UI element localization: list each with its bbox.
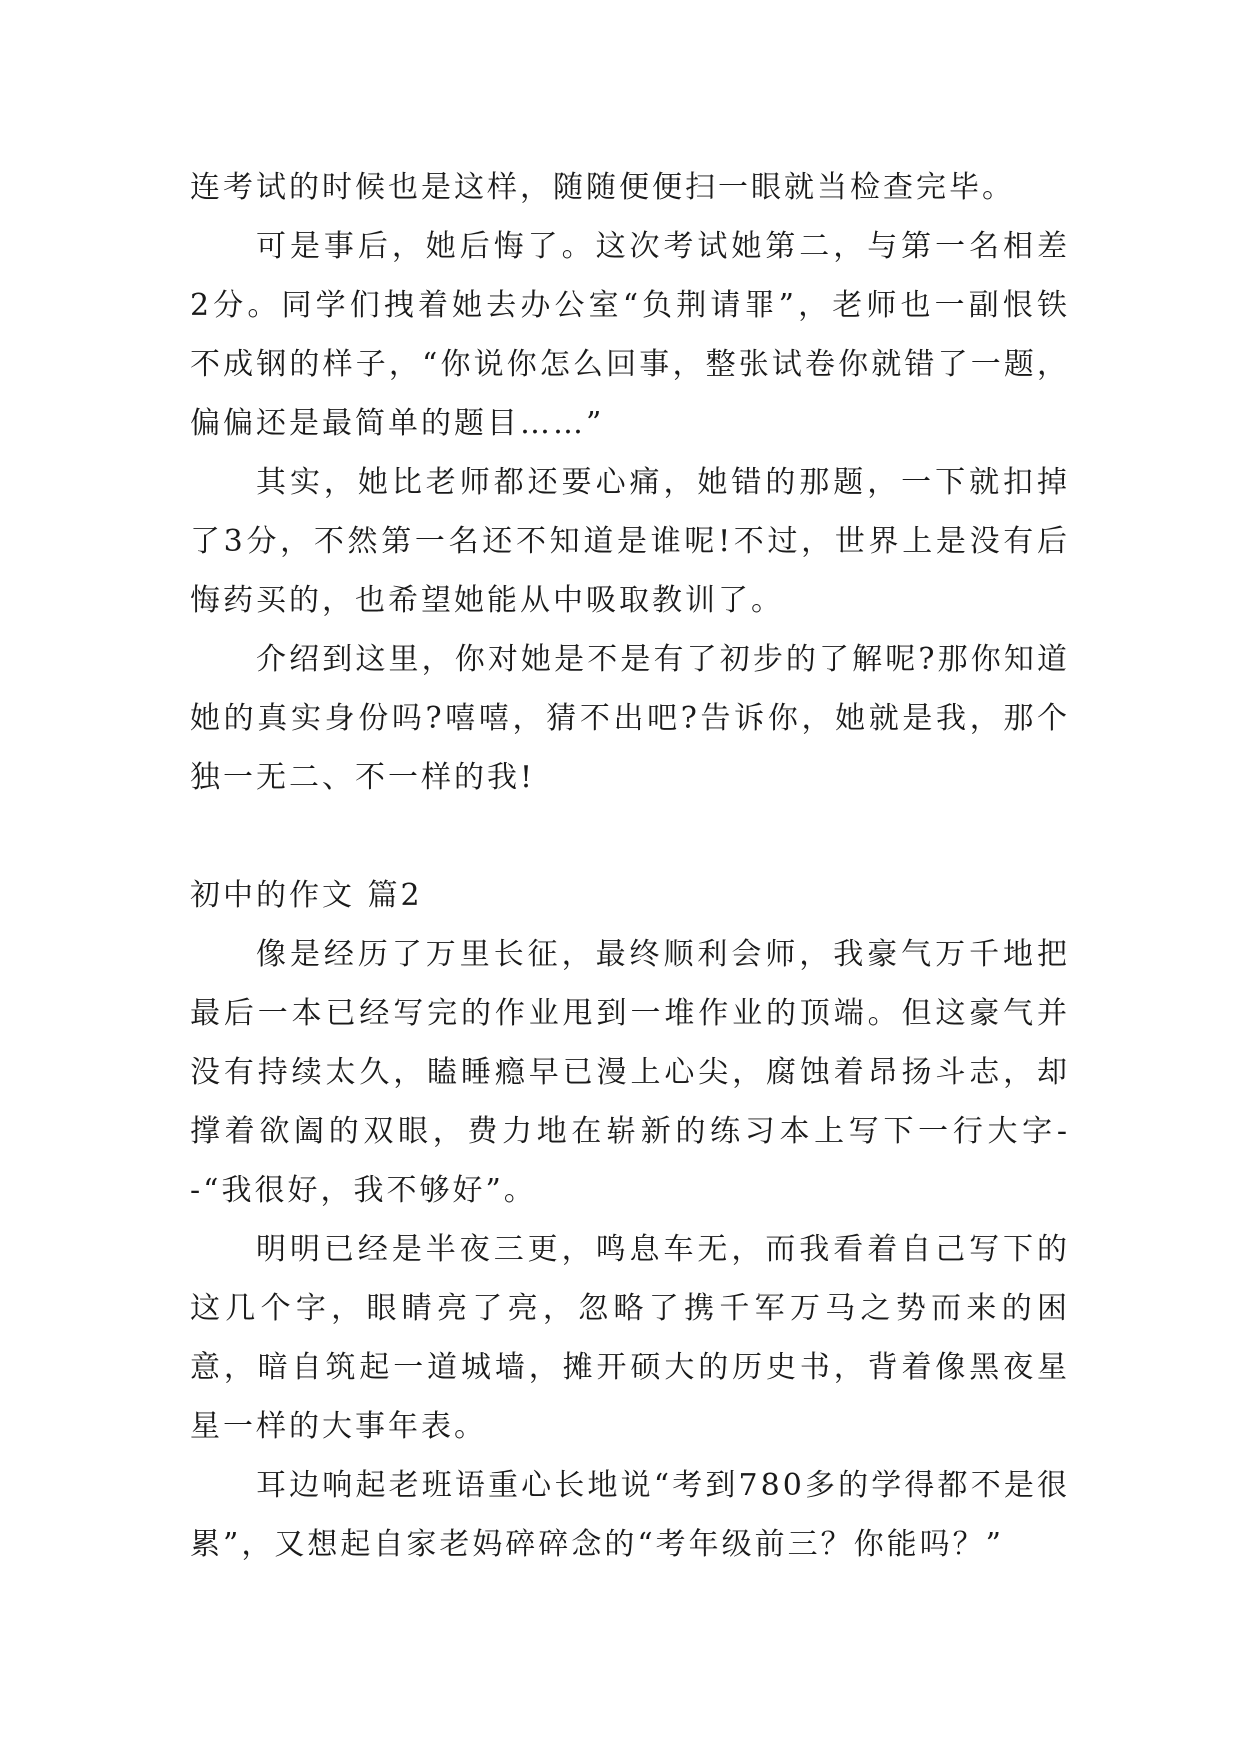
- paragraph: 像是经历了万里长征，最终顺利会师，我豪气万千地把最后一本已经写完的作业甩到一堆作业的顶端。但这豪气并没有持续太久，瞌睡瘾早已漫上心尖，腐蚀着昂扬斗志，却撑着欲阖的双眼，费力地在崭新的练习本上写下一行大字--“我很好，我不够好”。: [190, 937, 1070, 1208]
- paragraph: 连考试的时候也是这样，随随便便扫一眼就当检查完毕。: [190, 170, 1015, 205]
- paragraph: 耳边响起老班语重心长地说“考到780多的学得都不是很累”，又想起自家老妈碎碎念的“考年级前三？你能吗？”: [190, 1468, 1070, 1562]
- paragraph: 介绍到这里，你对她是不是有了初步的了解呢?那你知道她的真实身份吗?嘻嘻，猜不出吧?告诉你，她就是我，那个独一无二、不一样的我!: [190, 642, 1070, 795]
- section-title: 初中的作文 篇2: [190, 878, 423, 913]
- paragraph: 其实，她比老师都还要心痛，她错的那题，一下就扣掉了3分，不然第一名还不知道是谁呢!不过，世界上是没有后悔药买的，也希望她能从中吸取教训了。: [190, 465, 1070, 618]
- paragraph: 明明已经是半夜三更，鸣息车无，而我看着自己写下的这几个字，眼睛亮了亮，忽略了携千军万马之势而来的困意，暗自筑起一道城墙，摊开硕大的历史书，背着像黑夜星星一样的大事年表。: [190, 1232, 1070, 1444]
- document-body: [190, 158, 1070, 1574]
- paragraph: 可是事后，她后悔了。这次考试她第二，与第一名相差2分。同学们拽着她去办公室“负荆请罪”，老师也一副恨铁不成钢的样子，“你说你怎么回事，整张试卷你就错了一题，偏偏还是最简单的题目……”: [190, 229, 1070, 441]
- section-spacer: [190, 807, 1070, 866]
